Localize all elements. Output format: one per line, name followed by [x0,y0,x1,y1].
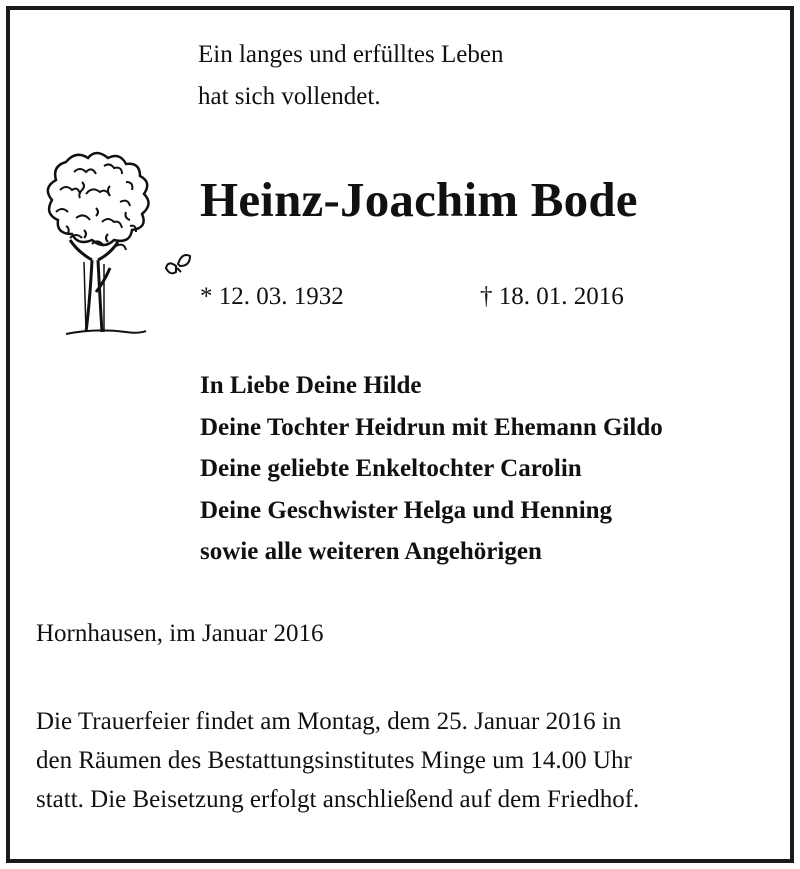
intro-line: Ein langes und erfülltes Leben [198,41,504,68]
mourner-line: Deine geliebte Enkeltochter Carolin [200,455,582,482]
intro-line: hat sich vollendet. [198,83,381,110]
mourner-line: Deine Geschwister Helga und Henning [200,496,613,524]
notice-line: statt. Die Beisetzung erfolgt anschließend auf dem Friedhof. [36,786,640,813]
place-date: Hornhausen, im Januar 2016 [36,620,324,647]
birth-date: * 12. 03. 1932 [200,283,344,310]
tree-icon [26,142,214,342]
notice-line: Die Trauerfeier findet am Montag, dem 25. Januar 2016 in [36,708,622,735]
notice-line: den Räumen des Bestattungsinstitutes Minge um 14.00 Uhr [36,747,632,774]
death-date: † 18. 01. 2016 [480,283,624,310]
mourners-list [200,365,663,573]
mourner-line: Deine Tochter Heidrun mit Ehemann Gildo [200,413,663,441]
intro-verse [198,34,503,118]
butterfly-icon [166,255,190,273]
funeral-notice [36,702,639,819]
deceased-name: Heinz-Joachim Bode [200,172,638,227]
mourner-line: sowie alle weiteren Angehörigen [200,538,542,565]
mourner-line: In Liebe Deine Hilde [200,372,422,399]
